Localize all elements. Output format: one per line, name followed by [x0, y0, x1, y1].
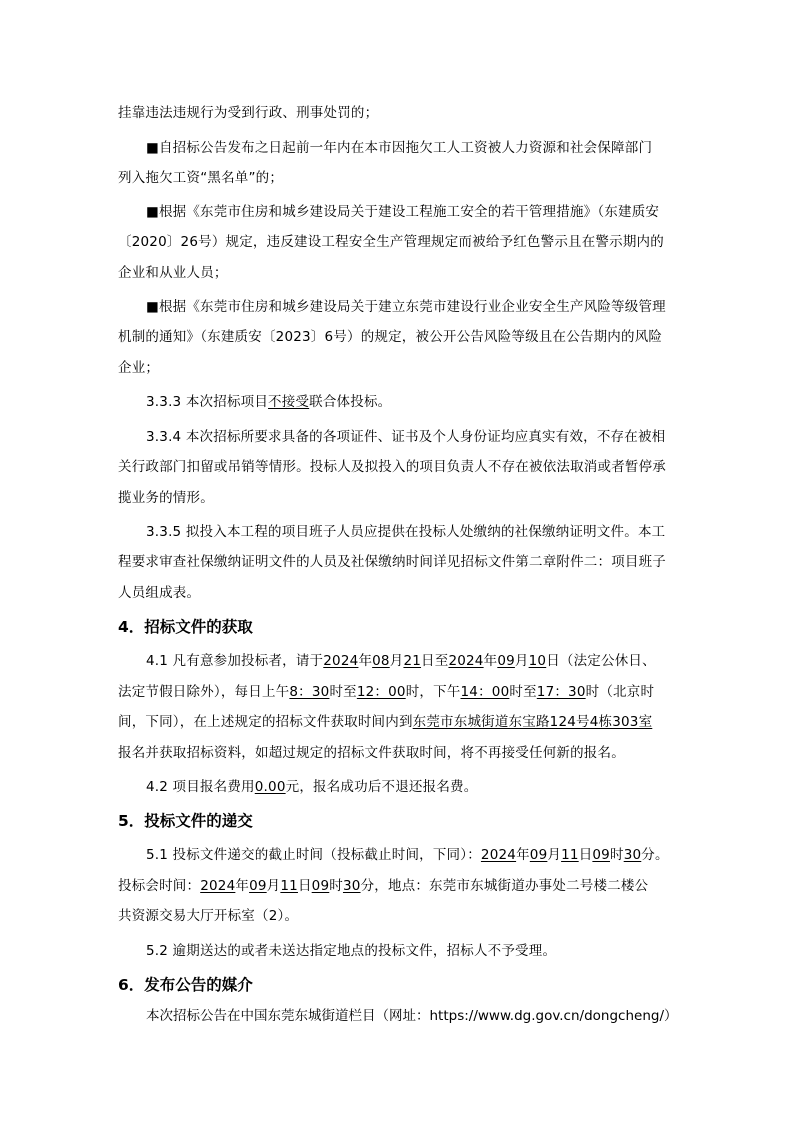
text-line: 企业； — [118, 360, 160, 376]
text-line: 〔2020〕26号）规定，违反建设工程安全生产管理规定而被给予红色警示且在警示期内的 — [118, 234, 664, 250]
text-line: ■自招标公告发布之日起前一年内在本市因拖欠工人工资被人力资源和社会保障部门 — [146, 140, 653, 156]
underlined-value: 2024 — [323, 653, 359, 669]
section-heading: 6．发布公告的媒介 — [118, 976, 253, 994]
text-line: 人员组成表。 — [118, 585, 201, 601]
underlined-value: 09 — [592, 847, 610, 863]
text-span: 3.3.3 本次招标项目 — [146, 394, 269, 410]
text-span: 月 — [547, 847, 562, 863]
underlined-value: 2024 — [448, 653, 484, 669]
text-line — [118, 683, 678, 701]
text-span: 月 — [389, 653, 404, 669]
text-span: 分，地点：东莞市东城街道办事处二号楼二楼公 — [360, 878, 649, 894]
text-line: 3.3.4 本次招标所要求具备的各项证件、证书及个人身份证均应真实有效，不存在被相 — [146, 429, 666, 445]
underlined-value: 2024 — [480, 847, 517, 863]
underlined-value: 10 — [528, 653, 547, 669]
underlined-value: 09 — [497, 653, 515, 669]
underlined-value: 11 — [280, 878, 298, 894]
text-span: 4.1 凡有意参加投标者，请于 — [146, 653, 324, 669]
underlined-value: 0.00 — [254, 779, 286, 795]
text-line: 揽业务的情形。 — [118, 490, 214, 506]
underlined-value: 09 — [249, 878, 267, 894]
text-line: 挂靠违法违规行为受到行政、刑事处罚的； — [118, 105, 379, 121]
text-span: 间，下同），在上述规定的招标文件获取时间内到 — [118, 714, 413, 730]
underlined-value: 11 — [561, 847, 579, 863]
text-line — [118, 713, 678, 731]
text-line — [146, 846, 706, 864]
text-span: 5.1 投标文件递交的截止时间（投标截止时间，下同）： — [146, 847, 481, 863]
text-line: 列入拖欠工资“黑名单”的； — [118, 170, 284, 186]
text-span: 时至 — [509, 684, 537, 700]
text-span: 分。 — [641, 847, 669, 863]
text-span: 日至 — [421, 653, 449, 669]
underlined-value: 2024 — [200, 878, 236, 894]
text-line — [146, 393, 706, 411]
underlined-value: 东莞市东城街道东宝路124号4栋303室 — [412, 714, 653, 730]
text-span: 法定节假日除外），每日上午 — [118, 684, 290, 700]
text-line: 关行政部门扣留或吊销等情形。投标人及拟投入的项目负责人不存在被依法取消或者暂停承 — [118, 459, 666, 475]
text-span: 时（北京时 — [585, 684, 655, 700]
underlined-value: 14：00 — [460, 684, 510, 700]
underlined-value: 09 — [529, 847, 548, 863]
text-line: 程要求审查社保缴纳证明文件的人员及社保缴纳时间详见招标文件第二章附件二：项目班子 — [118, 554, 666, 570]
text-span: 时至 — [329, 684, 357, 700]
section-heading: 4．招标文件的获取 — [118, 618, 253, 636]
text-line: ■根据《东莞市住房和城乡建设局关于建设工程施工安全的若干管理措施》（东建质安 — [146, 204, 660, 220]
underlined-value: 12：00 — [356, 684, 406, 700]
text-line: ■根据《东莞市住房和城乡建设局关于建立东莞市建设行业企业安全生产风险等级管理 — [146, 299, 666, 315]
text-line: 企业和从业人员； — [118, 265, 228, 281]
text-line: 5.2 逾期送达的或者未送达指定地点的投标文件，招标人不予受理。 — [146, 943, 557, 959]
text-span: 日（法定公休日、 — [546, 653, 656, 669]
text-line — [146, 778, 706, 796]
text-span: 日 — [578, 847, 593, 863]
text-line — [118, 877, 678, 895]
text-line: 机制的通知》（东建质安〔2023〕6号）的规定，被公开公告风险等级且在公告期内的风险 — [118, 329, 663, 345]
text-span: 月 — [514, 653, 529, 669]
section-heading: 5．投标文件的递交 — [118, 812, 253, 830]
text-span: 4.2 项目报名费用 — [146, 779, 255, 795]
text-span: 时 — [329, 878, 343, 894]
underlined-value: 21 — [403, 653, 422, 669]
text-span: 年 — [516, 847, 530, 863]
underlined-value: 30 — [623, 847, 642, 863]
text-span: 月 — [266, 878, 281, 894]
text-span: 投标会时间： — [118, 878, 201, 894]
text-line — [146, 652, 706, 670]
text-span: 时 — [609, 847, 624, 863]
underlined-value: 8：30 — [289, 684, 330, 700]
underlined-value: 不接受 — [268, 394, 310, 410]
text-span: 年 — [235, 878, 250, 894]
text-span: 联合体投标。 — [309, 394, 392, 410]
text-span: 日 — [297, 878, 312, 894]
underlined-value: 17：30 — [536, 684, 586, 700]
text-line: 本次招标公告在中国东莞东城街道栏目（网址：https://www.dg.gov.cn/dongcheng/） — [146, 1008, 678, 1024]
text-span: 年 — [483, 653, 498, 669]
underlined-value: 09 — [311, 878, 330, 894]
underlined-value: 30 — [342, 878, 361, 894]
text-span: 元，报名成功后不退还报名费。 — [285, 779, 478, 795]
text-span: 时，下午 — [405, 684, 461, 700]
text-span: 年 — [358, 653, 373, 669]
text-line: 3.3.5 拟投入本工程的项目班子人员应提供在投标人处缴纳的社保缴纳证明文件。本工 — [146, 524, 666, 540]
text-line: 共资源交易大厅开标室（2）。 — [118, 908, 299, 924]
text-line: 报名并获取招标资料，如超过规定的招标文件获取时间，将不再接受任何新的报名。 — [118, 745, 625, 761]
underlined-value: 08 — [372, 653, 390, 669]
